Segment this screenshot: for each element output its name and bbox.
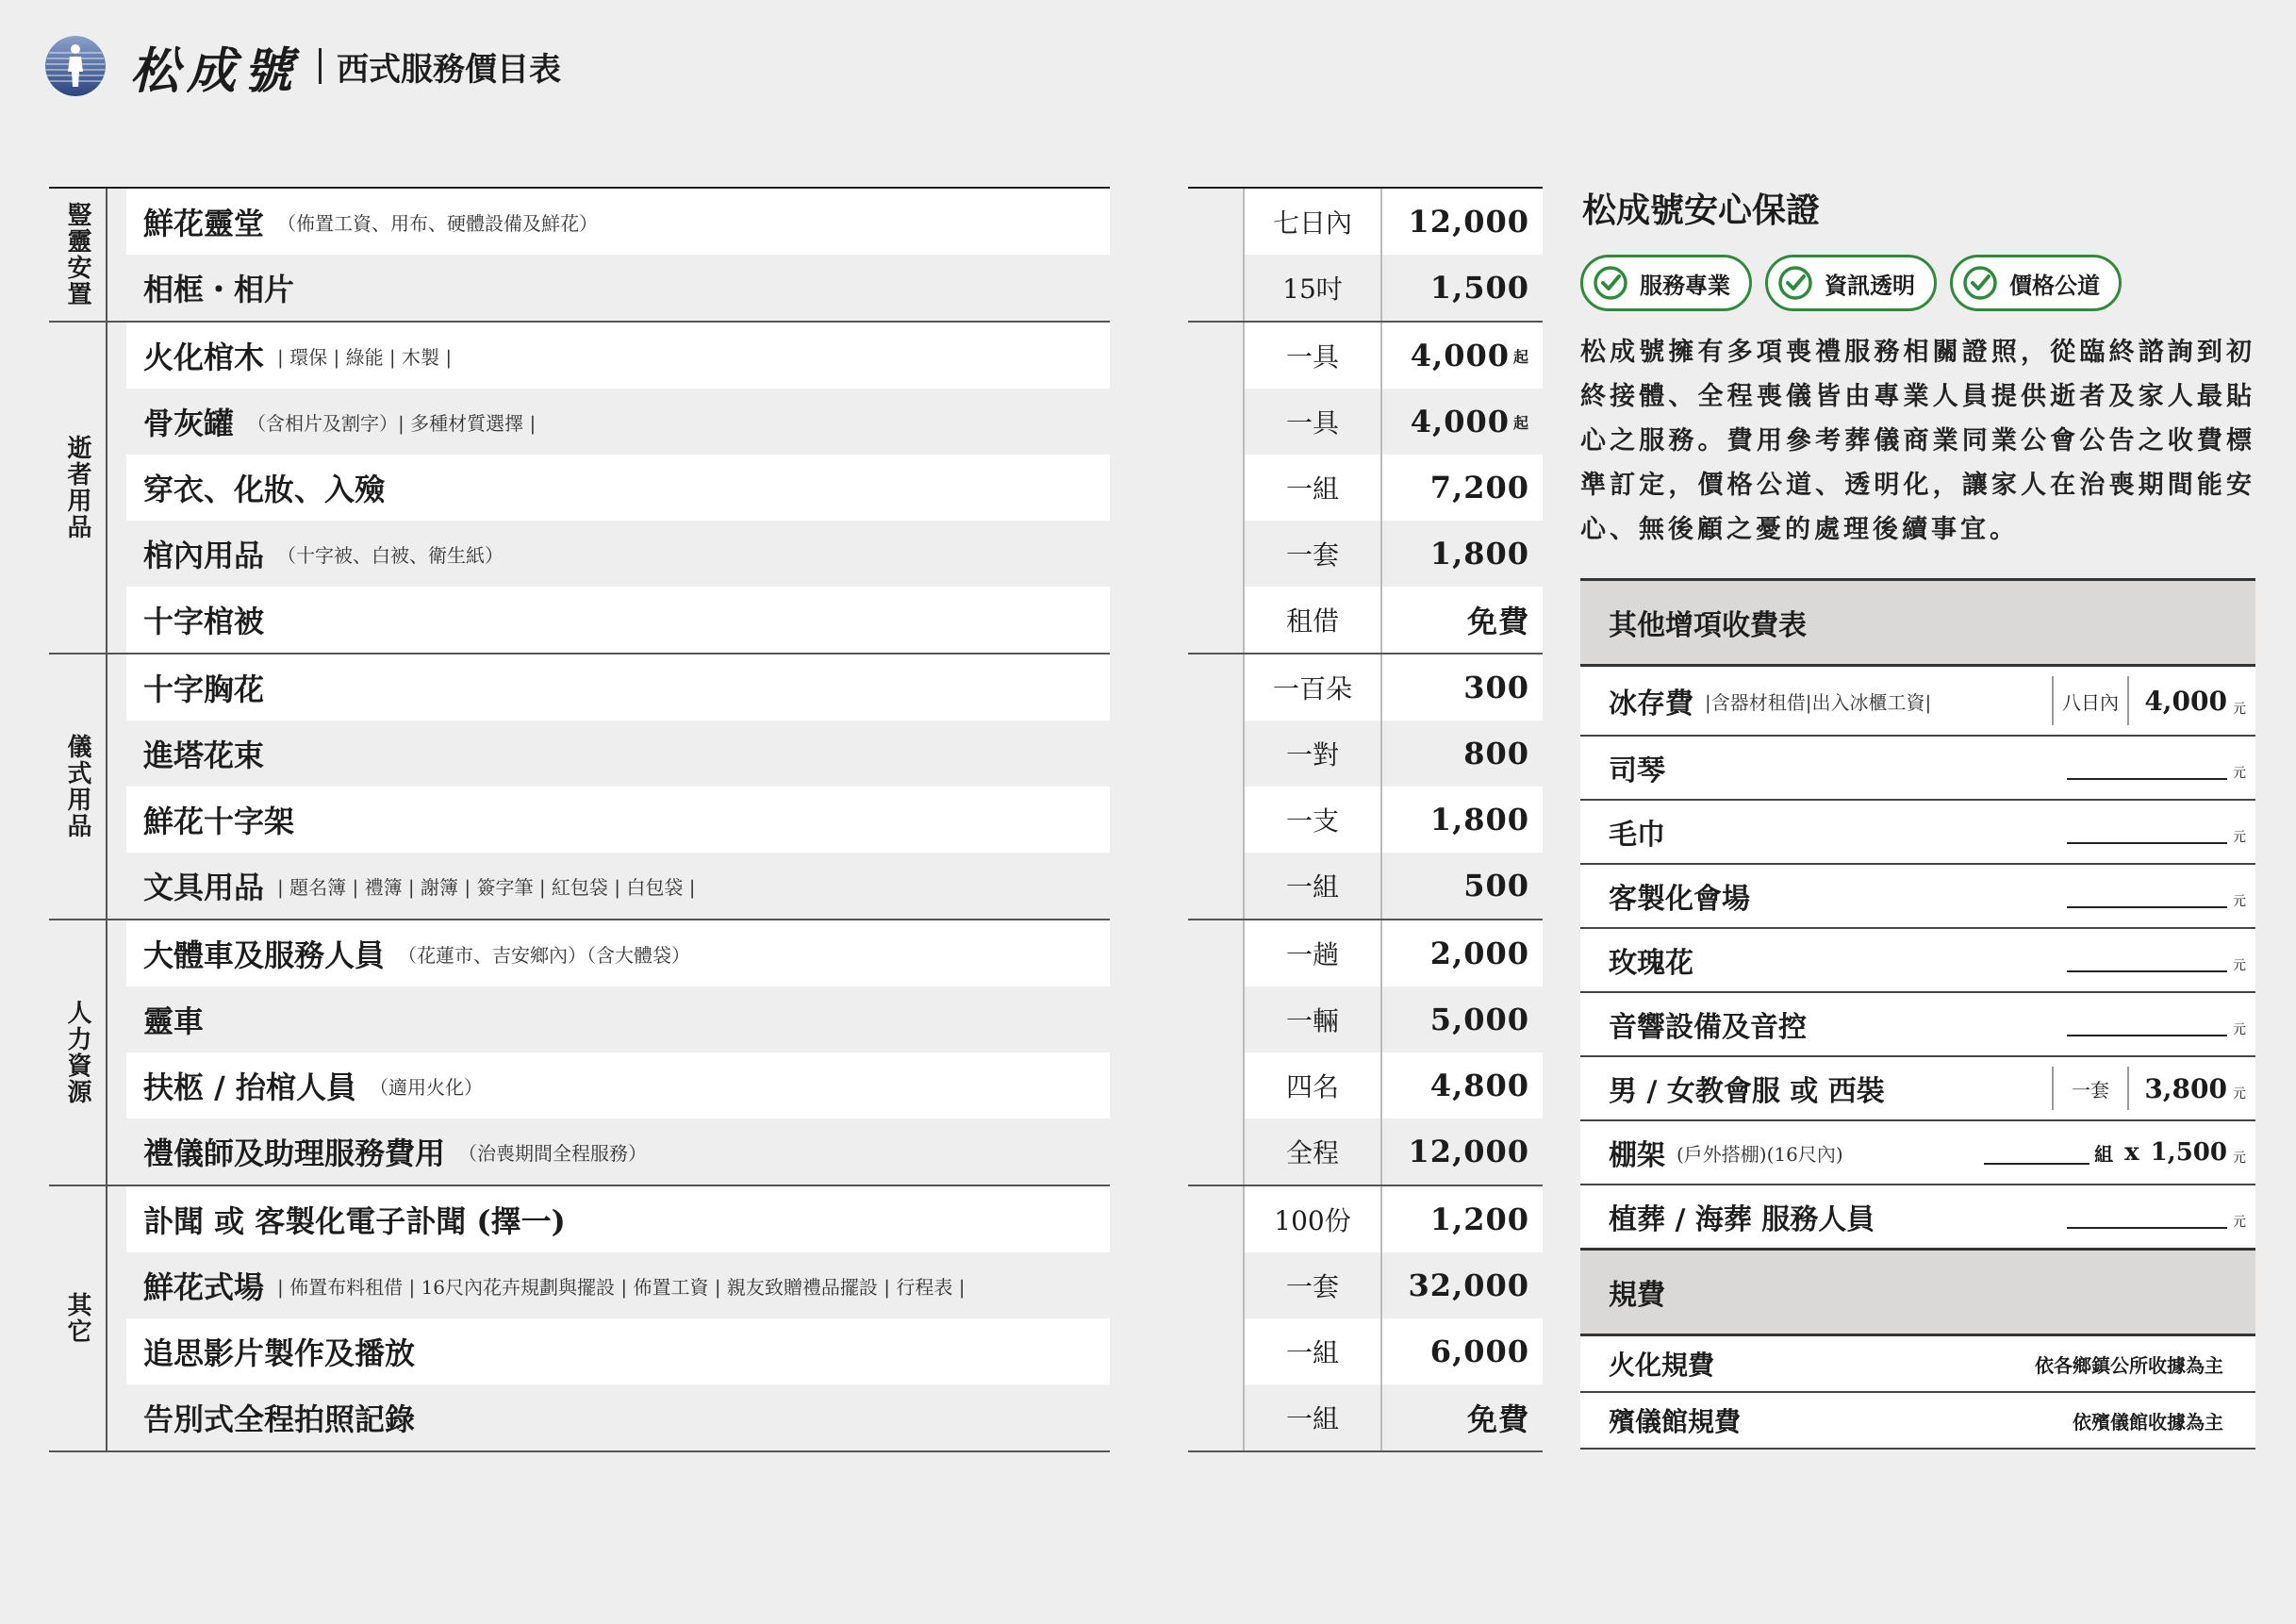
shed-price <box>2094 1121 2227 1184</box>
item-price <box>1382 1318 1543 1384</box>
item-price <box>1382 986 1543 1052</box>
item-price <box>1382 255 1543 321</box>
item-note: （十字被、白被、衛生紙） <box>277 543 504 567</box>
item-unit: 一具 <box>1243 323 1382 389</box>
check-circle-icon <box>1962 265 1998 301</box>
page-title: 西式服務價目表 <box>337 50 562 89</box>
item-price <box>1382 1119 1543 1185</box>
price-value: 500 <box>1463 868 1529 903</box>
item-name: 進塔花束 <box>143 737 265 773</box>
category-label: 豎靈安置 <box>63 202 91 307</box>
price-row <box>1188 1119 1543 1185</box>
badge-label: 價格公道 <box>2009 271 2100 299</box>
fill-in-line <box>2067 906 2227 908</box>
item-price <box>1382 655 1543 721</box>
item-price <box>1382 455 1543 521</box>
item-name: 火化棺木 <box>143 340 265 375</box>
price-value: 7,200 <box>1429 470 1529 505</box>
item-name: 告別式全程拍照記錄 <box>143 1401 416 1437</box>
fee-note: 依殯儀館收據為主 <box>2073 1410 2223 1433</box>
item-price <box>1382 853 1543 919</box>
extra-row <box>1580 737 2255 801</box>
price-row <box>1188 853 1543 919</box>
item-name: 大體車及服務人員 <box>143 937 386 973</box>
price-value: 免費 <box>1466 604 1529 639</box>
currency-label: 元 <box>2233 830 2246 845</box>
extra-row-cold-storage <box>1580 667 2255 737</box>
fees-title: 規費 <box>1580 1248 2255 1336</box>
extra-row-shed <box>1580 1121 2255 1185</box>
badge-label: 資訊透明 <box>1825 271 1915 299</box>
item-unit: 一組 <box>1243 1384 1382 1450</box>
extra-name: 冰存費 <box>1609 688 1693 721</box>
item-unit: 15吋 <box>1243 255 1382 321</box>
table-row <box>126 655 1110 721</box>
item-price <box>1382 189 1543 255</box>
price-row <box>1188 655 1543 721</box>
item-note: （花蓮市、吉安鄉內）（含大體袋） <box>398 943 691 967</box>
price-row <box>1188 920 1543 986</box>
price-value: 12,000 <box>1408 204 1529 240</box>
price-value: 12,000 <box>1408 1134 1529 1169</box>
item-name: 禮儀師及助理服務費用 <box>143 1135 446 1171</box>
header-divider <box>319 48 322 84</box>
price-row <box>1188 189 1543 255</box>
guarantee-description: 松成號擁有多項喪禮服務相關證照，從臨終諮詢到初終接體、全程喪儀皆由專業人員提供逝者及家人最貼心之服務。費用參考葬儀商業同業公會公告之收費標準訂定，價格公道、透明化，讓家人在治喪期間能安心、無後顧之憂的處理後續事宜。 <box>1580 338 2255 544</box>
item-note: | 佈置布料租借 | 16尺內花卉規劃與擺設 | 佈置工資 | 親友致贈禮品擺設 | 行程表 | <box>277 1275 966 1299</box>
extra-note: |含器材租借|出入冰櫃工資| <box>1705 690 1932 714</box>
table-row <box>126 389 1110 455</box>
item-unit: 一套 <box>1243 521 1382 587</box>
fill-in-line <box>2067 1227 2227 1229</box>
currency-label: 元 <box>2233 1151 2246 1166</box>
item-unit: 四名 <box>1243 1052 1382 1119</box>
table-row <box>126 1318 1110 1384</box>
price-group <box>1188 655 1543 920</box>
price-row <box>1188 255 1543 321</box>
price-group <box>1188 1186 1543 1452</box>
price-group <box>1188 920 1543 1186</box>
item-rows <box>107 1186 1110 1450</box>
extras-title: 其他增項收費表 <box>1580 578 2255 667</box>
price-value: 1,200 <box>1429 1201 1529 1237</box>
item-name: 鮮花十字架 <box>143 804 295 839</box>
item-name: 訃聞 或 客製化電子訃聞 (擇一) <box>143 1203 566 1239</box>
item-note: （治喪期間全程服務） <box>458 1141 648 1165</box>
table-row <box>126 986 1110 1052</box>
item-price <box>1382 389 1543 455</box>
currency-label: 元 <box>2233 1086 2246 1102</box>
table-row <box>126 1119 1110 1185</box>
extra-name: 玫瑰花 <box>1609 947 1693 980</box>
extra-name: 司琴 <box>1609 754 1665 787</box>
category-label: 儀式用品 <box>63 734 91 839</box>
item-name: 追思影片製作及播放 <box>143 1335 416 1371</box>
item-rows <box>107 655 1110 919</box>
price-row <box>1188 389 1543 455</box>
price-row <box>1188 721 1543 787</box>
fee-name: 殯儀館規費 <box>1609 1406 1742 1437</box>
item-name: 骨灰罐 <box>143 406 235 441</box>
extra-row-burial <box>1580 1185 2255 1248</box>
item-unit: 租借 <box>1243 587 1382 653</box>
table-row <box>126 1252 1110 1318</box>
currency-label: 元 <box>2233 766 2246 781</box>
extra-row <box>1580 993 2255 1057</box>
table-row <box>126 189 1110 255</box>
category-cell <box>49 323 107 653</box>
extra-name: 音響設備及音控 <box>1609 1011 1807 1044</box>
extra-name: 植葬 / 海葬 服務人員 <box>1609 1203 1875 1236</box>
table-row <box>126 455 1110 521</box>
badge <box>1765 255 1937 311</box>
category-group <box>49 920 1110 1186</box>
item-unit: 一支 <box>1243 787 1382 853</box>
right-panel <box>1580 185 2255 1450</box>
price-value: 1,800 <box>1429 802 1529 837</box>
category-group <box>49 189 1110 323</box>
item-unit: 一百朵 <box>1243 655 1382 721</box>
item-note: | 環保 | 綠能 | 木製 | <box>277 345 453 369</box>
shed-unit: 組 <box>2094 1142 2114 1166</box>
item-unit: 一組 <box>1243 853 1382 919</box>
category-group <box>49 655 1110 920</box>
item-name: 鮮花式場 <box>143 1269 265 1305</box>
currency-label: 元 <box>2233 1022 2246 1037</box>
price-value: 免費 <box>1466 1401 1529 1437</box>
price-row <box>1188 986 1543 1052</box>
service-table <box>49 187 1110 1452</box>
extra-unit: 一套 <box>2052 1067 2129 1110</box>
times-sign: x <box>2124 1138 2139 1167</box>
table-row <box>126 521 1110 587</box>
item-name: 十字棺被 <box>143 604 265 639</box>
price-row <box>1188 455 1543 521</box>
price-value: 4,000 <box>1410 404 1510 439</box>
item-price <box>1382 1384 1543 1450</box>
price-value: 300 <box>1463 670 1529 705</box>
item-name: 棺內用品 <box>143 538 265 573</box>
currency-label: 元 <box>2233 958 2246 973</box>
item-name: 扶柩 / 抬棺人員 <box>143 1069 356 1105</box>
price-value: 2,000 <box>1429 936 1529 971</box>
category-cell <box>49 920 107 1185</box>
price-suffix: 起 <box>1512 413 1529 432</box>
item-unit: 七日內 <box>1243 189 1382 255</box>
table-row <box>126 323 1110 389</box>
fill-in-line <box>2067 1035 2227 1036</box>
item-rows <box>107 189 1110 321</box>
table-row <box>126 920 1110 986</box>
item-name: 鮮花靈堂 <box>143 206 265 241</box>
price-table <box>1188 187 1543 1452</box>
table-row <box>126 1186 1110 1252</box>
item-unit: 一組 <box>1243 455 1382 521</box>
price-value: 800 <box>1463 736 1529 771</box>
price-row <box>1188 521 1543 587</box>
price-suffix: 起 <box>1512 347 1529 366</box>
extra-unit: 八日內 <box>2052 676 2129 725</box>
price-row <box>1188 1384 1543 1450</box>
table-row <box>126 1384 1110 1450</box>
guarantee-title: 松成號安心保證 <box>1582 191 1821 230</box>
item-name: 靈車 <box>143 1003 205 1039</box>
item-unit: 一套 <box>1243 1252 1382 1318</box>
table-row <box>126 1052 1110 1119</box>
logo-icon <box>45 36 106 96</box>
item-note: | 題名簿 | 禮簿 | 謝簿 | 簽字筆 | 紅包袋 | 白包袋 | <box>277 875 696 899</box>
extra-price: 3,800 <box>2144 1072 2227 1104</box>
item-name: 穿衣、化妝、入殮 <box>143 472 386 507</box>
fee-row <box>1580 1336 2255 1393</box>
category-cell <box>49 1186 107 1450</box>
price-row <box>1188 587 1543 653</box>
table-row <box>126 853 1110 919</box>
price-group <box>1188 189 1543 323</box>
extra-price: 1,500 <box>2150 1138 2227 1167</box>
fee-name: 火化規費 <box>1609 1350 1715 1381</box>
item-price <box>1382 587 1543 653</box>
table-row <box>126 255 1110 321</box>
extra-note: (戶外搭棚)(16尺內) <box>1677 1142 1843 1166</box>
extra-row-suit <box>1580 1057 2255 1121</box>
item-name: 十字胸花 <box>143 671 265 707</box>
fill-in-line <box>1984 1163 2090 1165</box>
category-cell <box>49 655 107 919</box>
table-row <box>126 721 1110 787</box>
item-price <box>1382 1052 1543 1119</box>
item-rows <box>107 920 1110 1185</box>
price-value: 32,000 <box>1408 1268 1529 1303</box>
item-unit: 全程 <box>1243 1119 1382 1185</box>
fee-note: 依各鄉鎮公所收據為主 <box>2035 1353 2223 1377</box>
item-price <box>1382 1252 1543 1318</box>
extra-name: 客製化會場 <box>1609 883 1750 916</box>
price-value: 1,500 <box>1429 270 1529 306</box>
fill-in-line <box>2067 970 2227 972</box>
item-price <box>1382 521 1543 587</box>
fee-row <box>1580 1393 2255 1450</box>
item-price <box>1382 721 1543 787</box>
extra-name: 毛巾 <box>1609 819 1665 852</box>
item-note: （含相片及割字）| 多種材質選擇 | <box>247 411 537 435</box>
extra-name: 棚架 <box>1609 1139 1665 1172</box>
category-group <box>49 323 1110 655</box>
category-cell <box>49 189 107 321</box>
item-price <box>1382 323 1543 389</box>
price-row <box>1188 323 1543 389</box>
fill-in-line <box>2067 842 2227 844</box>
price-row <box>1188 1252 1543 1318</box>
badge <box>1580 255 1752 311</box>
item-price <box>1382 1186 1543 1252</box>
price-row <box>1188 1318 1543 1384</box>
item-unit: 一趟 <box>1243 920 1382 986</box>
extra-row <box>1580 865 2255 929</box>
check-circle-icon <box>1777 265 1813 301</box>
extra-name: 男 / 女教會服 或 西裝 <box>1609 1075 1885 1108</box>
category-label: 人力資源 <box>63 1000 91 1105</box>
badge-label: 服務專業 <box>1640 271 1730 299</box>
item-price <box>1382 787 1543 853</box>
item-unit: 一組 <box>1243 1318 1382 1384</box>
item-note: （佈置工資、用布、硬體設備及鮮花） <box>277 211 599 235</box>
price-row <box>1188 787 1543 853</box>
price-row <box>1188 1052 1543 1119</box>
currency-label: 元 <box>2233 1215 2246 1230</box>
fill-in-line <box>2067 778 2227 780</box>
page-header <box>45 34 561 98</box>
badge <box>1950 255 2122 311</box>
table-row <box>126 587 1110 653</box>
category-label: 其它 <box>63 1292 91 1345</box>
badge-list <box>1580 255 2255 311</box>
item-unit: 一對 <box>1243 721 1382 787</box>
price-group <box>1188 323 1543 655</box>
item-price <box>1382 920 1543 986</box>
item-note: （適用火化） <box>369 1075 483 1099</box>
category-label: 逝者用品 <box>63 435 91 540</box>
table-row <box>126 787 1110 853</box>
item-name: 文具用品 <box>143 870 265 905</box>
extra-row <box>1580 929 2255 993</box>
price-value: 5,000 <box>1429 1002 1529 1037</box>
item-name: 相框・相片 <box>143 272 295 307</box>
price-value: 1,800 <box>1429 536 1529 572</box>
extra-row <box>1580 801 2255 865</box>
item-unit: 一輛 <box>1243 986 1382 1052</box>
category-group <box>49 1186 1110 1452</box>
brand-logotype: 松成號 <box>130 41 301 100</box>
extra-price: 4,000 <box>2144 685 2227 717</box>
price-value: 4,800 <box>1429 1068 1529 1103</box>
currency-label: 元 <box>2233 702 2246 717</box>
price-row <box>1188 1186 1543 1252</box>
item-unit: 100份 <box>1243 1186 1382 1252</box>
check-circle-icon <box>1593 265 1628 301</box>
item-unit: 一具 <box>1243 389 1382 455</box>
price-value: 6,000 <box>1429 1334 1529 1369</box>
currency-label: 元 <box>2233 894 2246 909</box>
price-value: 4,000 <box>1410 338 1510 373</box>
item-rows <box>107 323 1110 653</box>
